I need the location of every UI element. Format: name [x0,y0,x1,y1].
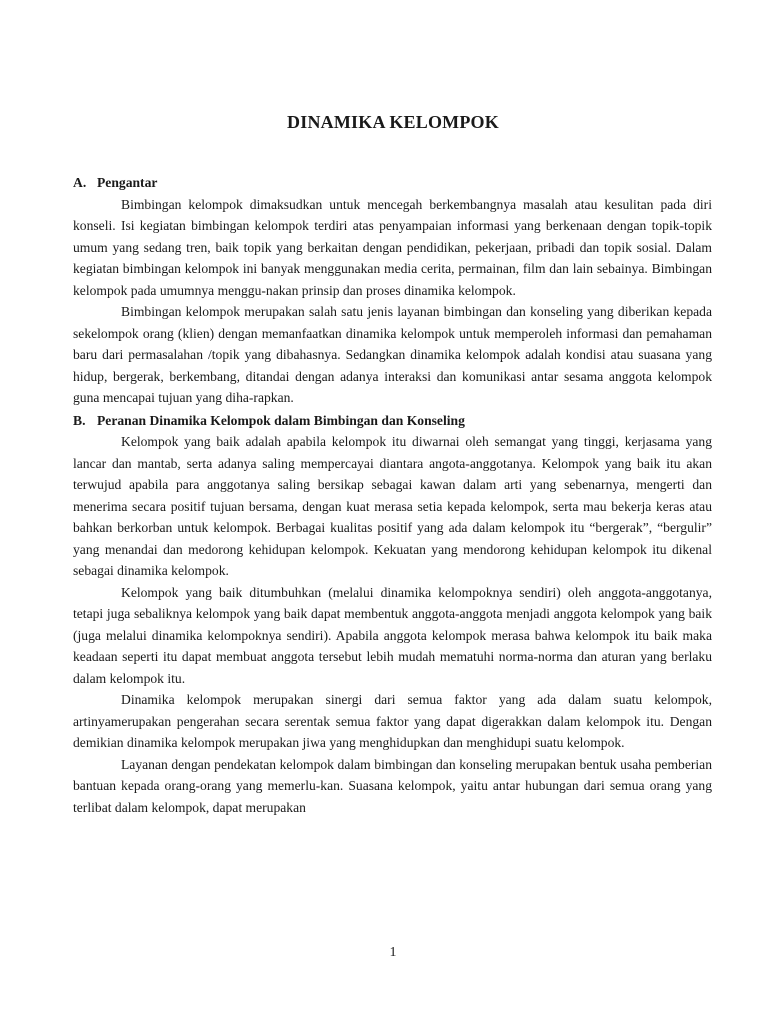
paragraph: Layanan dengan pendekatan kelompok dalam bimbingan dan konseling merupakan bentuk usaha pemberian bantuan kepada orang-orang yang memerlu-kan. Suasana kelompok, yaitu antar hubungan dari semua orang yang terlibat dalam kelompok, dapat merupakan [73,756,712,815]
section-b-heading [73,410,712,432]
paragraph: Dinamika kelompok merupakan sinergi dari semua faktor yang ada dalam suatu kelompok, artinyamerupakan pengerahan secara serentak semua faktor yang dapat digerakkan dalam kelompok itu. Dengan demikian dinamika kelompok merupakan jiwa yang menghidupkan dan menghidupi suatu kelompok. [73,692,712,750]
paragraph: Kelompok yang baik ditumbuhkan (melalui dinamika kelompoknya sendiri) oleh anggota-anggotanya, tetapi juga sebaliknya kelompok yang baik dapat membentuk anggota-anggota menjadi anggota kelompok yang baik (juga melalui dinamika kelompoknya sendiri). Apabila anggota kelompok merasa bahwa kelompok itu baik maka keadaan seperti itu dapat membuat anggota tersebut lebih mudah mematuhi norma-norma dan aturan yang berlaku dalam kelompok itu. [73,584,712,686]
document-title: DINAMIKA KELOMPOK [287,112,499,132]
page-number: 1 [389,945,397,960]
document-body [73,172,712,818]
section-b-letter: B. [73,412,86,428]
section-b-title: Peranan Dinamika Kelompok dalam Bimbingan dan Konseling [97,412,465,428]
section-a-letter: A. [73,175,87,190]
paragraph: Kelompok yang baik adalah apabila kelompok itu diwarnai oleh semangat yang tinggi, kerjasama yang lancar dan mantab, serta adanya saling mempercayai diantara angota-anggotanya. Kelompok yang baik itu akan terwujud apabila para anggotanya saling bersikap sebagai kawan dalam arti yang sebenarnya, mengerti dan menerima secara positif tujuan bersama, dengan kuat merasa setia kepada kelompok, serta mau bekerja keras atau bahkan berkorban untuk kelompok. Berbagai kualitas positif yang ada dalam kelompok itu “bergerak”, “bergulir” yang menandai dan medorong kehidupan kelompok. Kekuatan yang mendorong kehidupan kelompok itu dikenal sebagai dinamika kelompok. [73,434,712,578]
section-a-heading [73,172,712,194]
paragraph: Bimbingan kelompok dimaksudkan untuk mencegah berkembangnya masalah atau kesulitan pada diri konseli. Isi kegiatan bimbingan kelompok terdiri atas penyampaian informasi yang berkenaan dengan topik-topik umum yang sedang tren, baik topik yang berkaitan dengan pendidikan, pekerjaan, pribadi dan topik sosial. Dalam kegiatan bimbingan kelompok ini banyak menggunakan media cerita, permainan, film dan lain sebainya. Bimbingan kelompok pada umumnya menggu-nakan prinsip dan proses dinamika kelompok. [73,196,712,298]
paragraph: Bimbingan kelompok merupakan salah satu jenis layanan bimbingan dan konseling yang diberikan kepada sekelompok orang (klien) dengan memanfaatkan dinamika kelompok untuk memperoleh informasi dan pemahaman baru dari permasalahan /topik yang dibahasnya. Sedangkan dinamika kelompok adalah kondisi atau suasana yang hidup, bergerak, berkembang, ditandai dengan adanya interaksi dan komunikasi antar sesama anggota kelompok guna mencapai tujuan yang diha-rapkan. [73,304,712,405]
section-a-title: Pengantar [97,175,158,190]
